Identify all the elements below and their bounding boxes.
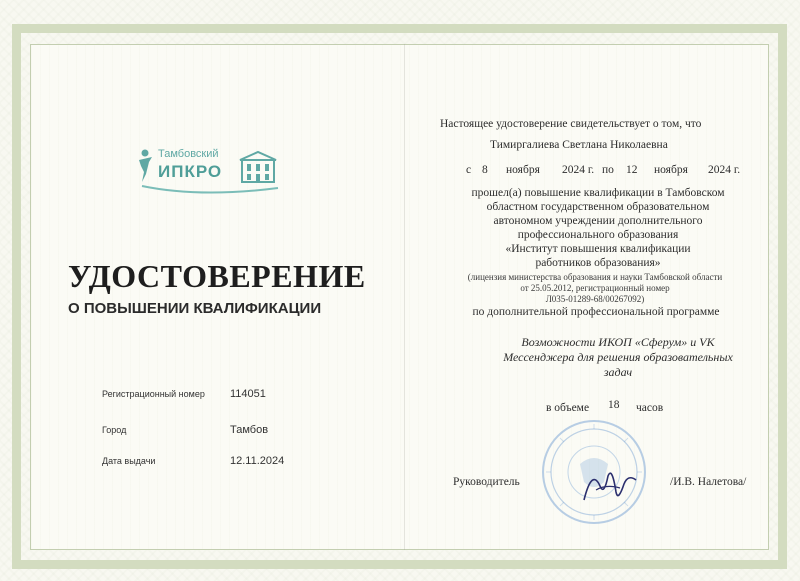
city-value: Тамбов bbox=[230, 424, 269, 436]
recipient-name: Тимиргалиева Светлана Николаевна bbox=[490, 139, 668, 151]
logo-line2: ИПКРО bbox=[158, 162, 223, 181]
certificate-subtitle: О ПОВЫШЕНИИ КВАЛИФИКАЦИИ bbox=[68, 300, 322, 317]
org-name-line: «Институт повышения квалификации bbox=[505, 243, 691, 255]
person-figure-icon bbox=[136, 148, 158, 184]
period-from-month: ноября bbox=[506, 164, 540, 176]
reg-number-value: 114051 bbox=[230, 388, 266, 400]
building-icon bbox=[238, 150, 278, 184]
period-to-prefix: по bbox=[602, 164, 614, 176]
program-intro: по дополнительной профессиональной программе bbox=[472, 306, 720, 318]
license-line: Л035-01289-68/00267092) bbox=[545, 294, 645, 304]
intro-text: Настоящее удостоверение свидетельствует о том, что bbox=[440, 118, 702, 130]
city-label: Город bbox=[102, 425, 127, 435]
body-line: автономном учреждении дополнительного bbox=[493, 215, 703, 227]
period-from-day: 8 bbox=[482, 164, 488, 176]
reg-number-label: Регистрационный номер bbox=[102, 389, 205, 399]
certificate-title: УДОСТОВЕРЕНИЕ bbox=[68, 258, 366, 294]
handwritten-signature bbox=[578, 462, 640, 510]
fold-line bbox=[404, 44, 405, 550]
issue-date-label: Дата выдачи bbox=[102, 456, 156, 466]
period-from-prefix: с bbox=[466, 164, 472, 176]
logo-line1: Тамбовский bbox=[158, 148, 219, 160]
body-line: областном государственном образовательном bbox=[486, 201, 710, 213]
head-name: /И.В. Налетова/ bbox=[670, 476, 747, 488]
hours-suffix: часов bbox=[636, 402, 664, 414]
head-label: Руководитель bbox=[453, 476, 520, 488]
body-line: прошел(а) повышение квалификации в Тамбовском bbox=[471, 187, 725, 199]
license-line: (лицензия министерства образования и науки Тамбовской области bbox=[467, 272, 723, 282]
period-to-year: 2024 г. bbox=[708, 164, 741, 176]
institute-logo bbox=[136, 148, 286, 204]
program-title-line: задач bbox=[603, 365, 633, 379]
license-line: от 25.05.2012, регистрационный номер bbox=[520, 283, 670, 293]
period-to-day: 12 bbox=[626, 164, 638, 176]
period-to-month: ноября bbox=[654, 164, 688, 176]
hours-value: 18 bbox=[608, 399, 620, 411]
issue-date-value: 12.11.2024 bbox=[230, 455, 285, 467]
logo-swoosh-icon bbox=[140, 182, 280, 198]
body-line: профессионального образования bbox=[517, 229, 679, 241]
hours-prefix: в объеме bbox=[546, 402, 590, 414]
org-name-line: работников образования» bbox=[535, 257, 661, 269]
period-from-year: 2024 г. bbox=[562, 164, 595, 176]
program-title-line: Возможности ИКОП «Сферум» и VK bbox=[521, 335, 715, 349]
program-title-line: Мессенджера для решения образовательных bbox=[503, 350, 733, 364]
